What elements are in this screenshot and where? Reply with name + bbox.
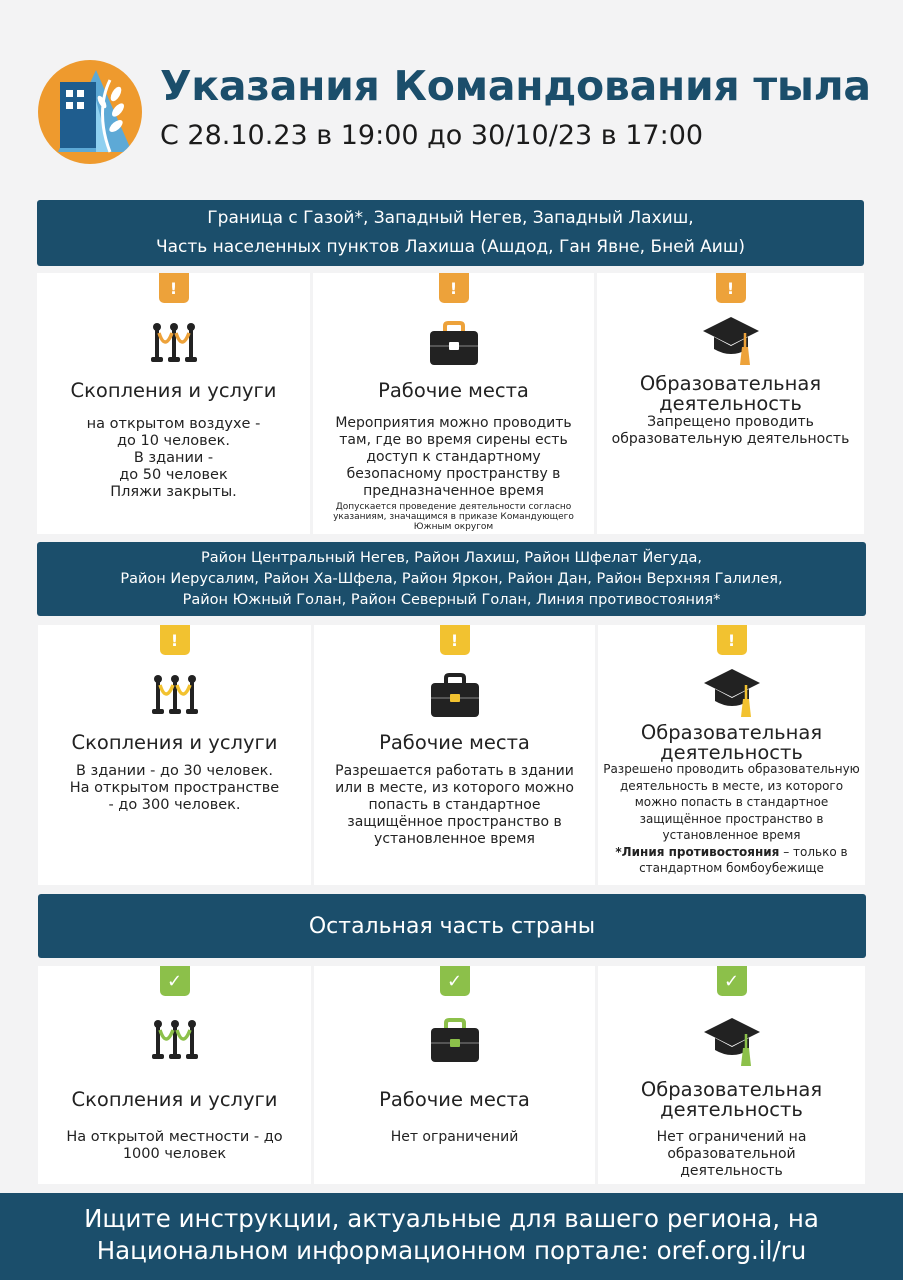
zone3-gatherings-card: [38, 966, 311, 1184]
zone1-line: Часть населенных пунктов Лахиша (Ашдод, Ган Явне, Бней Аиш): [155, 237, 746, 257]
stanchion-icon: [150, 675, 200, 719]
card-title: Образовательная деятельность: [639, 372, 822, 415]
briefcase-icon: [429, 673, 481, 723]
date-range: С 28.10.23 в 19:00 до 30/10/23 в 17:00: [160, 120, 704, 151]
warning-badge-icon: !: [440, 625, 470, 655]
card-text: на открытом воздухе - до 10 человек. В здании - до 50 человек Пляжи закрыты.: [86, 416, 261, 500]
zone3-banner: [38, 894, 866, 958]
zone2-gatherings-card: [38, 625, 311, 885]
card-text: Запрещено проводить образовательную деятельность: [611, 414, 850, 447]
graduation-cap-icon: [702, 667, 762, 723]
zone3-education-card: [598, 966, 865, 1184]
graduation-cap-icon: [702, 1016, 762, 1072]
zone2-banner: [37, 542, 866, 616]
card-text: На открытой местности - до 1000 человек: [66, 1129, 283, 1162]
zone1-cards: [37, 273, 864, 534]
briefcase-icon: [428, 321, 480, 371]
card-text: Нет ограничений: [390, 1129, 519, 1145]
zone1-line: Граница с Газой*, Западный Негев, Западный Лахиш,: [207, 208, 694, 228]
warning-badge-icon: !: [159, 273, 189, 303]
zone2-cards: [38, 625, 865, 885]
card-note: Допускается проведение деятельности согласно указаниям, значащимся в приказе Командующего Южным округом: [333, 502, 574, 532]
footer-portal-link[interactable]: Национальном информационном портале: oref.org.il/ru: [96, 1236, 807, 1265]
card-text: Разрешено проводить образовательную деятельность в месте, из которого можно попасть в стандартное защищённое пространство в установленное время *Линия противостояния – только в стандартном бомбоубежище: [603, 762, 860, 875]
zone2-line: Район Иерусалим, Район Ха-Шфела, Район Яркон, Район Дан, Район Верхняя Галилея,: [120, 570, 783, 587]
frontline-note: *Линия противостояния – только в: [615, 844, 848, 859]
stanchion-icon: [150, 1020, 200, 1064]
card-title: Образовательная деятельность: [640, 721, 823, 764]
zone1-banner: [37, 200, 864, 266]
zone1-education-card: [597, 273, 864, 534]
card-title: Скопления и услуги: [71, 731, 278, 754]
check-badge-icon: ✓: [160, 966, 190, 996]
zone2-line: Район Южный Голан, Район Северный Голан, Линия противостояния*: [182, 591, 721, 608]
briefcase-icon: [429, 1018, 481, 1068]
card-title: Рабочие места: [379, 1088, 530, 1111]
zone3-title: Остальная часть страны: [308, 913, 596, 939]
zone2-line: Район Центральный Негев, Район Лахиш, Район Шфелат Йегуда,: [201, 549, 702, 566]
card-text: Мероприятия можно проводить там, где во время сирены есть доступ к стандартному безопасному пространству в предназначенное время: [335, 415, 572, 499]
card-text: Нет ограничений на образовательной деятельность: [656, 1129, 807, 1179]
card-title: Рабочие места: [378, 379, 529, 402]
zone3-cards: [38, 966, 865, 1184]
zone1-workplaces-card: [313, 273, 594, 534]
footer-line: Ищите инструкции, актуальные для вашего региона, на: [84, 1204, 819, 1233]
warning-badge-icon: !: [439, 273, 469, 303]
zone1-gatherings-card: [37, 273, 310, 534]
warning-badge-icon: !: [160, 625, 190, 655]
card-title: Скопления и услуги: [71, 1088, 278, 1111]
header: [0, 0, 903, 190]
check-badge-icon: ✓: [717, 966, 747, 996]
card-text: Разрешается работать в здании или в месте, из которого можно попасть в стандартное защищённое пространство в установленное время: [335, 763, 574, 847]
stanchion-icon: [149, 323, 199, 367]
check-badge-icon: ✓: [440, 966, 470, 996]
graduation-cap-icon: [701, 315, 761, 371]
card-title: Скопления и услуги: [70, 379, 277, 402]
zone3-workplaces-card: [314, 966, 595, 1184]
card-title: Рабочие места: [379, 731, 530, 754]
card-title: Образовательная деятельность: [640, 1078, 823, 1121]
zone2-workplaces-card: [314, 625, 595, 885]
warning-badge-icon: !: [717, 625, 747, 655]
zone2-education-card: [598, 625, 865, 885]
home-front-command-logo-icon: [38, 60, 142, 164]
page-title: Указания Командования тыла: [160, 62, 871, 110]
footer: [0, 1193, 903, 1280]
warning-badge-icon: !: [716, 273, 746, 303]
card-text: В здании - до 30 человек. На открытом пространстве - до 300 человек.: [69, 763, 280, 813]
